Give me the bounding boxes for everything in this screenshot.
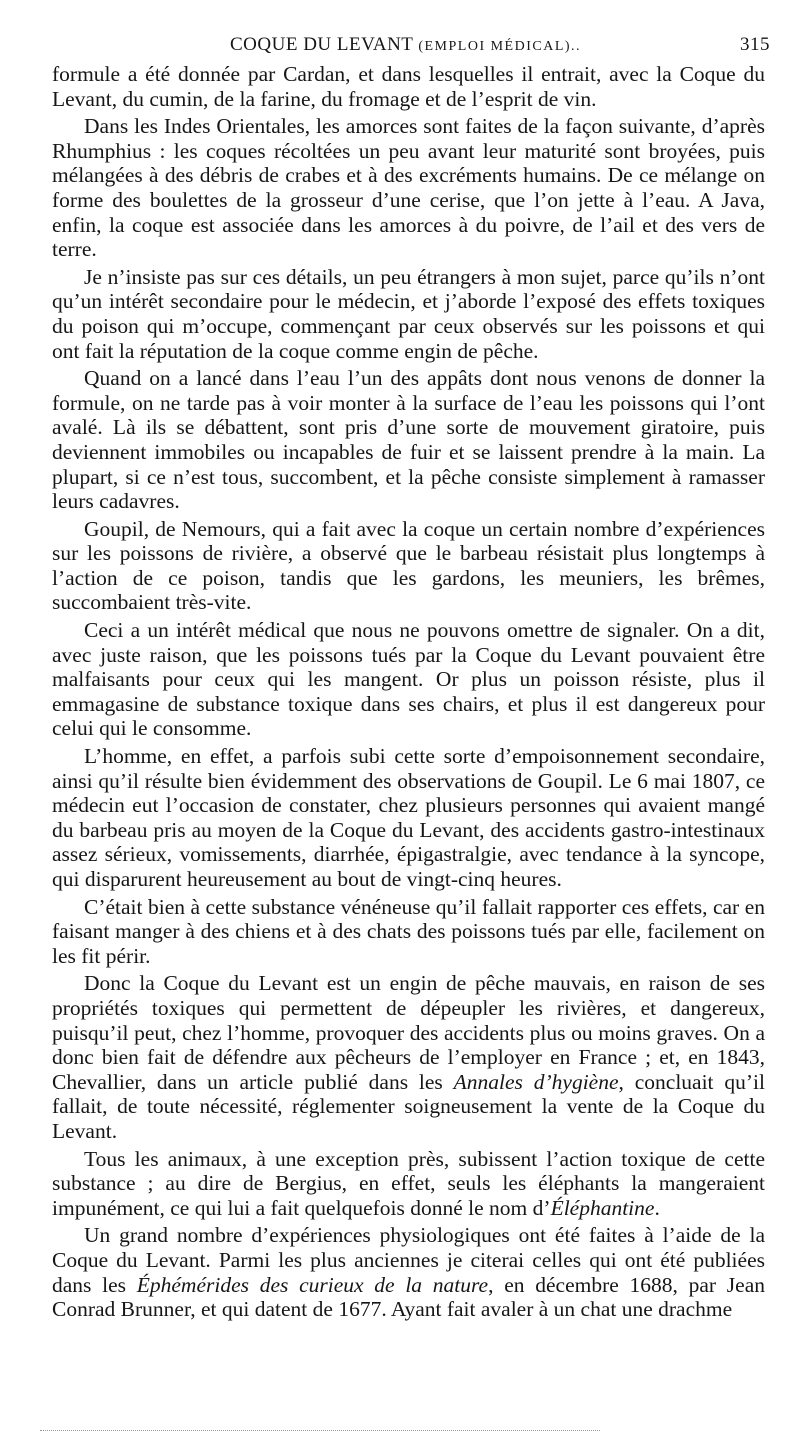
paragraph (52, 1223, 765, 1321)
paragraph (52, 114, 765, 262)
paragraph (52, 971, 765, 1143)
running-title (230, 34, 581, 56)
paragraph (52, 895, 765, 969)
running-title-main: COQUE DU LEVANT (230, 34, 414, 55)
paragraph-text: Goupil, de Nemours, qui a fait avec la coque un certain nombre d’expériences sur les poissons de rivière, a observé que le barbeau résistait plus longtemps à l’action de ce poison, tandis que les gardons, les meuniers, les brêmes, succombaient très-vite. (52, 516, 765, 615)
paragraph (52, 265, 765, 363)
paragraph (52, 744, 765, 892)
paragraph (52, 62, 765, 111)
body-text (52, 62, 765, 1325)
page-number: 315 (740, 34, 770, 55)
italic-title: Éphémérides des curieux de la nature (136, 1272, 489, 1297)
running-title-sub: (EMPLOI MÉDICAL).. (418, 39, 582, 54)
paragraph-text: Dans les Indes Orientales, les amorces sont faites de la façon suivante, d’après Rhumphius : les coques récoltées un peu avant leur maturité sont broyées, puis mélangées à des débris de crabes et à des excréments humains. De ce mélange on forme des boulettes de la grosseur d’une cerise, que l’on jette à l’eau. A Java, enfin, la coque est associée dans les amorces à du poivre, de l’ail et des vers de terre. (52, 114, 765, 262)
paragraph-text: , concluait qu’il fallait, de toute nécessité, réglementer soigneusement la vente de la Coque du Levant. (52, 1069, 765, 1143)
paragraph-text: Donc la Coque du Levant est un engin de pêche mauvais, en raison de ses propriétés toxiques qui permettent de dépeupler les rivières, et dangereux, puisqu’il peut, chez l’homme, provoquer des accidents plus ou moins graves. On a donc bien fait de défendre aux pêcheurs de l’employer en France ; et, en 1843, Chevallier, dans un article publié dans les (52, 971, 765, 1094)
paragraph-text: Je n’insiste pas sur ces détails, un peu étrangers à mon sujet, parce qu’ils n’ont qu’un intérêt secondaire pour le médecin, et j’aborde l’exposé des effets toxiques du poison qui m’occupe, commençant par ceux observés sur les poissons et qui ont fait la réputation de la coque comme engin de pêche. (52, 264, 765, 363)
italic-title: Éléphantine (550, 1195, 655, 1220)
paragraph (52, 366, 765, 514)
paragraph (52, 618, 765, 741)
paragraph-text: C’était bien à cette substance vénéneuse qu’il fallait rapporter ces effets, car en faisant manger à des chiens et à des chats des poissons tués par elle, facilement on les fit périr. (52, 894, 765, 968)
paragraph-text: Tous les animaux, à une exception près, subissent l’action toxique de cette substance ; au dire de Bergius, en effet, seuls les éléphants la mangeraient impunément, ce qui lui a fait quelquefois donné le nom d’ (52, 1146, 765, 1220)
paragraph (52, 517, 765, 615)
paragraph-text: L’homme, en effet, a parfois subi cette sorte d’empoisonnement secondaire, ainsi qu’il résulte bien évidemment des observations de Goupil. Le 6 mai 1807, ce médecin eut l’occasion de constater, chez plusieurs personnes qui avaient mangé du barbeau pris au moyen de la Coque du Levant, des accidents gastro-intestinaux assez sérieux, vomissements, diarrhée, épigastralgie, avec tendance à la syncope, qui disparurent heureusement au bout de vingt-cinq heures. (52, 744, 765, 891)
paragraph-text: Quand on a lancé dans l’eau l’un des appâts dont nous venons de donner la formule, on ne tarde pas à voir monter à la surface de l’eau les poissons qui l’ont avalé. Là ils se débattent, sont pris d’une sorte de mouvement giratoire, puis deviennent immobiles ou incapables de fuir et se laissent prendre à la main. La plupart, si ce n’est tous, succombent, et la pêche consiste simplement à ramasser leurs cadavres. (52, 366, 765, 514)
scan-artifact-line (40, 1430, 600, 1433)
paragraph-text: , en décembre 1688, par Jean Conrad Brunner, et qui datent de 1677. Ayant fait avaler à un chat une drachme (52, 1272, 765, 1322)
italic-title: Annales d’hygiène (453, 1069, 619, 1094)
paragraph-text: . (654, 1195, 660, 1220)
paragraph-text: Ceci a un intérêt médical que nous ne pouvons omettre de signaler. On a dit, avec juste raison, que les poissons tués par la Coque du Levant pouvaient être malfaisants pour ceux qui les mangent. Or plus un poisson résiste, plus il emmagasine de substance toxique dans ses chairs, et plus il est dangereux pour celui qui le consomme. (52, 618, 765, 741)
paragraph (52, 1147, 765, 1221)
paragraph-text: Un grand nombre d’expériences physiologiques ont été faites à l’aide de la Coque du Levant. Parmi les plus anciennes je citerai celles qui ont été publiées dans les (52, 1223, 765, 1297)
paragraph-text: formule a été donnée par Cardan, et dans lesquelles il entrait, avec la Coque du Levant, du cumin, de la farine, du fromage et de l’esprit de vin. (52, 62, 765, 111)
running-header (52, 34, 770, 60)
